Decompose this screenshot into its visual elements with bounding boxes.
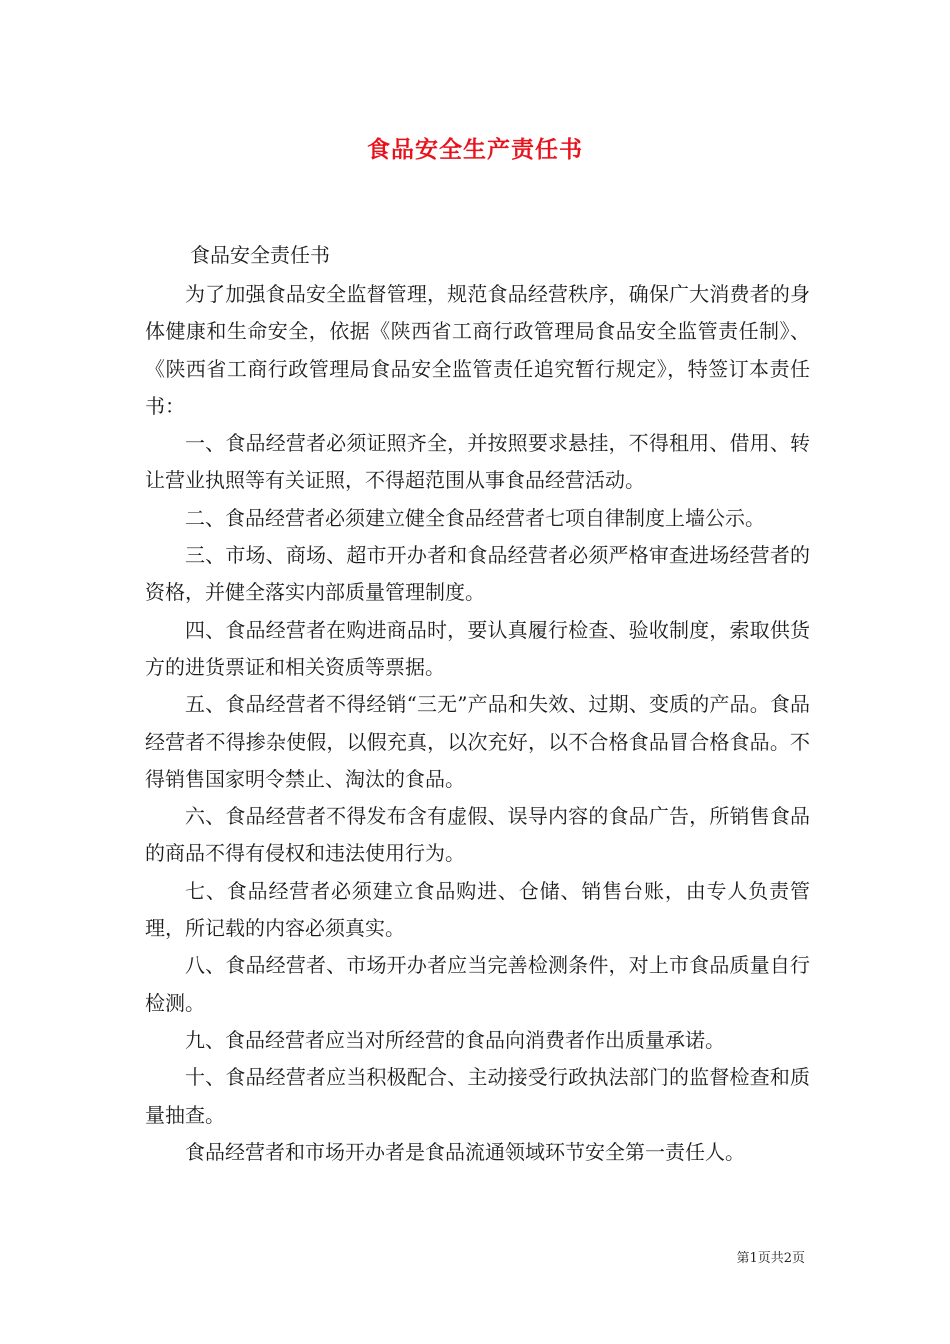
document-body: [145, 276, 810, 1171]
page-number: 第1页共2页: [736, 1251, 805, 1266]
paragraph-item-7: 七、食品经营者必须建立食品购进、仓储、销售台账，由专人负责管理，所记载的内容必须真实。: [145, 878, 810, 941]
paragraph-item-2: 二、食品经营者必须建立健全食品经营者七项自律制度上墙公示。: [185, 505, 765, 530]
paragraph-item-5: 五、食品经营者不得经销“三无”产品和失效、过期、变质的产品。食品经营者不得掺杂使假，以假充真，以次充好，以不合格食品冒合格食品。不得销售国家明令禁止、淘汰的食品。: [145, 692, 810, 791]
paragraph-item-3: 三、市场、商场、超市开办者和食品经营者必须严格审查进场经营者的资格，并健全落实内部质量管理制度。: [145, 543, 810, 605]
paragraph-item-4: 四、食品经营者在购进商品时，要认真履行检查、验收制度，索取供货方的进货票证和相关资质等票据。: [145, 617, 810, 679]
paragraph-intro: 为了加强食品安全监督管理，规范食品经营秩序，确保广大消费者的身体健康和生命安全，依据《陕西省工商行政管理局食品安全监管责任制》、《陕西省工商行政管理局食品安全监管责任追究暂行规定》，特签订本责任书：: [145, 282, 810, 418]
paragraph-item-9: 九、食品经营者应当对所经营的食品向消费者作出质量承诺。: [185, 1027, 725, 1052]
document-subtitle: 食品安全责任书: [190, 243, 330, 267]
paragraph-item-6: 六、食品经营者不得发布含有虚假、误导内容的食品广告，所销售食品的商品不得有侵权和违法使用行为。: [145, 804, 810, 866]
document-title: 食品安全生产责任书: [367, 136, 583, 163]
paragraph-closing: 食品经营者和市场开办者是食品流通领域环节安全第一责任人。: [185, 1139, 745, 1164]
paragraph-item-8: 八、食品经营者、市场开办者应当完善检测条件，对上市食品质量自行检测。: [145, 953, 810, 1015]
paragraph-item-1: 一、食品经营者必须证照齐全，并按照要求悬挂，不得租用、借用、转让营业执照等有关证照，不得超范围从事食品经营活动。: [145, 431, 810, 493]
paragraph-item-10: 十、食品经营者应当积极配合、主动接受行政执法部门的监督检查和质量抽查。: [145, 1065, 810, 1127]
